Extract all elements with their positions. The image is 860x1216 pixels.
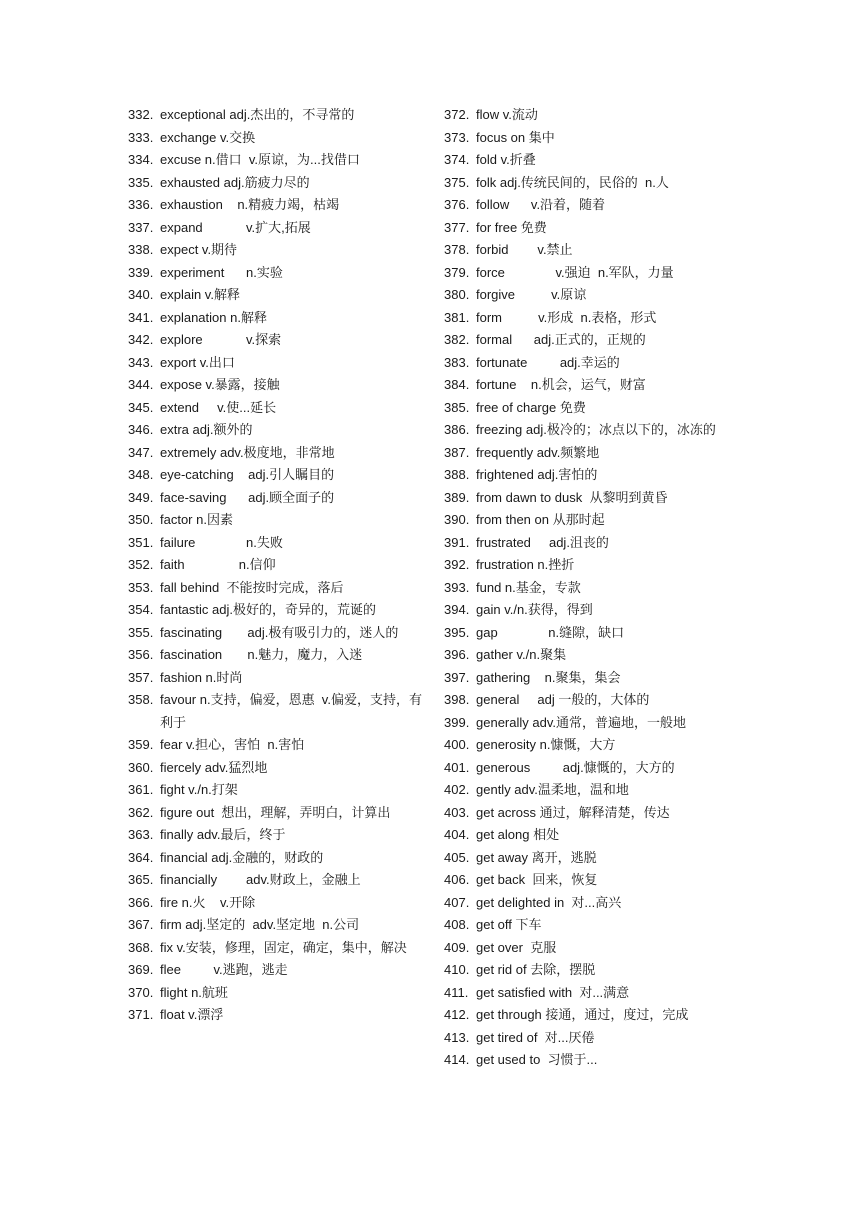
entry-number: 392. xyxy=(444,557,470,572)
vocab-entry xyxy=(444,194,740,217)
vocab-entry xyxy=(128,779,423,802)
entry-text: get satisfied with 对...满意 xyxy=(476,984,630,1000)
entry-number: 339. xyxy=(128,264,154,280)
vocab-entry xyxy=(444,284,740,307)
entry-number: 364. xyxy=(128,849,154,865)
entry-number: 361. xyxy=(128,782,154,797)
vocab-entry xyxy=(128,262,423,285)
entry-number: 385. xyxy=(444,399,470,415)
vocab-entry xyxy=(128,599,423,622)
vocab-entry xyxy=(128,172,423,195)
entry-text: generosity n.慷慨，大方 xyxy=(476,737,616,752)
entry-number: 397. xyxy=(444,669,470,685)
entry-number: 398. xyxy=(444,692,470,707)
entry-text: expose v.暴露，接触 xyxy=(160,377,280,392)
entry-text: get rid of 去除，摆脱 xyxy=(476,962,596,977)
entry-number: 355. xyxy=(128,624,154,640)
entry-text: eye-catching adj.引人瞩目的 xyxy=(160,467,335,482)
entry-number: 403. xyxy=(444,804,470,820)
entry-text: export v.出口 xyxy=(160,354,235,370)
entry-text: frightened adj.害怕的 xyxy=(476,467,598,482)
vocab-entry xyxy=(128,847,423,870)
entry-number: 375. xyxy=(444,174,470,190)
vocab-entry xyxy=(444,1027,740,1050)
entry-text: fascinating adj.极有吸引力的，迷人的 xyxy=(160,624,399,640)
entry-text: favour n.支持，偏爱，恩惠 v.偏爱，支持，有利于 xyxy=(160,692,422,730)
vocab-entry xyxy=(128,397,423,420)
vocab-entry xyxy=(128,622,423,645)
entry-number: 354. xyxy=(128,602,154,617)
vocab-entry xyxy=(444,802,740,825)
entry-number: 404. xyxy=(444,827,470,842)
entry-number: 400. xyxy=(444,737,470,752)
vocab-entry xyxy=(444,689,740,712)
entry-text: face-saving adj.顾全面子的 xyxy=(160,489,335,505)
entry-text: extend v.使...延长 xyxy=(160,399,277,415)
entry-text: firm adj.坚定的 adv.坚定地 n.公司 xyxy=(160,917,360,932)
entry-text: explain v.解释 xyxy=(160,287,240,302)
entry-text: generally adv.通常，普遍地，一般地 xyxy=(476,714,686,730)
entry-number: 373. xyxy=(444,129,470,145)
entry-number: 368. xyxy=(128,939,154,955)
vocab-entry xyxy=(444,487,740,510)
vocab-entry xyxy=(444,712,740,735)
entry-number: 395. xyxy=(444,624,470,640)
vocab-entry xyxy=(128,892,423,915)
entry-text: financial adj.金融的，财政的 xyxy=(160,849,324,865)
entry-text: exceptional adj.杰出的，不寻常的 xyxy=(160,107,355,122)
vocab-entry xyxy=(128,127,423,150)
vocab-entry xyxy=(128,802,423,825)
entry-number: 414. xyxy=(444,1052,470,1067)
vocab-entry xyxy=(444,734,740,757)
entry-text: get off 下车 xyxy=(476,917,542,932)
vocab-entry xyxy=(444,127,740,150)
entry-number: 345. xyxy=(128,399,154,415)
entry-text: fascination n.魅力，魔力，入迷 xyxy=(160,647,363,662)
entry-text: flee v.逃跑，逃走 xyxy=(160,962,288,977)
entry-number: 359. xyxy=(128,737,154,752)
entry-number: 390. xyxy=(444,512,470,527)
entry-text: fear v.担心，害怕 n.害怕 xyxy=(160,737,305,752)
vocab-entry xyxy=(444,577,740,600)
entry-number: 399. xyxy=(444,714,470,730)
entry-text: freezing adj.极冷的；冰点以下的，冰冻的 xyxy=(476,422,716,437)
entry-number: 360. xyxy=(128,759,154,775)
entry-number: 387. xyxy=(444,444,470,460)
entry-text: factor n.因素 xyxy=(160,512,233,527)
vocab-entry xyxy=(128,239,423,262)
vocab-entry xyxy=(444,847,740,870)
entry-number: 388. xyxy=(444,467,470,482)
entry-text: generous adj.慷慨的，大方的 xyxy=(476,759,675,775)
vocab-entry xyxy=(444,352,740,375)
entry-text: expand v.扩大,拓展 xyxy=(160,219,311,235)
entry-text: experiment n.实验 xyxy=(160,264,283,280)
vocab-entry xyxy=(128,532,423,555)
entry-number: 377. xyxy=(444,219,470,235)
vocab-entry xyxy=(444,554,740,577)
entry-number: 369. xyxy=(128,962,154,977)
entry-number: 332. xyxy=(128,107,154,122)
entry-number: 396. xyxy=(444,647,470,662)
vocab-entry xyxy=(444,307,740,330)
vocab-entry xyxy=(444,1004,740,1027)
vocab-entry xyxy=(444,374,740,397)
vocab-entry xyxy=(128,757,423,780)
entry-number: 381. xyxy=(444,309,470,325)
vocab-entry xyxy=(128,667,423,690)
entry-text: explanation n.解释 xyxy=(160,309,267,325)
vocab-entry xyxy=(444,509,740,532)
vocab-entry xyxy=(444,937,740,960)
vocab-entry xyxy=(128,352,423,375)
vocab-entry xyxy=(128,217,423,240)
entry-number: 367. xyxy=(128,917,154,932)
vocab-entry xyxy=(128,689,423,734)
entry-number: 391. xyxy=(444,534,470,550)
vocab-entry xyxy=(128,194,423,217)
entry-text: folk adj.传统民间的，民俗的 n.人 xyxy=(476,174,669,190)
entry-number: 379. xyxy=(444,264,470,280)
entry-text: explore v.探索 xyxy=(160,332,282,347)
entry-text: get over 克服 xyxy=(476,939,557,955)
entry-number: 336. xyxy=(128,197,154,212)
vocab-entry xyxy=(444,104,740,127)
entry-number: 371. xyxy=(128,1007,154,1022)
entry-number: 380. xyxy=(444,287,470,302)
entry-text: exchange v.交换 xyxy=(160,129,256,145)
entry-text: get delighted in 对...高兴 xyxy=(476,894,622,910)
entry-text: get along 相处 xyxy=(476,827,560,842)
entry-number: 413. xyxy=(444,1029,470,1045)
entry-number: 341. xyxy=(128,309,154,325)
entry-text: fantastic adj.极好的，奇异的，荒诞的 xyxy=(160,602,376,617)
entry-text: fashion n.时尚 xyxy=(160,669,243,685)
vocab-entry xyxy=(444,757,740,780)
entry-number: 389. xyxy=(444,489,470,505)
entry-text: fire n.火 v.开除 xyxy=(160,894,256,910)
entry-number: 365. xyxy=(128,872,154,887)
entry-text: fortunate adj.幸运的 xyxy=(476,354,620,370)
entry-number: 408. xyxy=(444,917,470,932)
entry-text: frustration n.挫折 xyxy=(476,557,575,572)
entry-number: 351. xyxy=(128,534,154,550)
entry-text: fix v.安装，修理，固定，确定，集中，解决 xyxy=(160,939,407,955)
entry-number: 383. xyxy=(444,354,470,370)
entry-number: 384. xyxy=(444,377,470,392)
vocab-entry xyxy=(128,824,423,847)
entry-number: 378. xyxy=(444,242,470,257)
vocab-entry xyxy=(444,1049,740,1072)
entry-text: fight v./n.打架 xyxy=(160,782,238,797)
vocab-entry xyxy=(128,442,423,465)
entry-number: 358. xyxy=(128,692,154,707)
entry-text: follow v.沿着，随着 xyxy=(476,197,606,212)
vocab-entry xyxy=(128,734,423,757)
vocab-entry xyxy=(444,329,740,352)
vocab-entry xyxy=(444,464,740,487)
entry-text: forgive v.原谅 xyxy=(476,287,587,302)
vocab-entry xyxy=(128,149,423,172)
vocab-entry xyxy=(444,982,740,1005)
vocab-entry xyxy=(128,104,423,127)
entry-text: fund n.基金，专款 xyxy=(476,579,581,595)
vocab-entry xyxy=(128,284,423,307)
vocab-entry xyxy=(444,644,740,667)
entry-number: 357. xyxy=(128,669,154,685)
vocab-entry xyxy=(444,419,740,442)
entry-text: frustrated adj.沮丧的 xyxy=(476,534,609,550)
entry-text: financially adv.财政上，金融上 xyxy=(160,872,361,887)
entry-text: exhaustion n.精疲力竭，枯竭 xyxy=(160,197,340,212)
entry-text: flight n.航班 xyxy=(160,984,228,1000)
entry-text: frequently adv.频繁地 xyxy=(476,444,600,460)
entry-number: 347. xyxy=(128,444,154,460)
vocab-entry xyxy=(444,622,740,645)
entry-text: get away 离开，逃脱 xyxy=(476,849,597,865)
entry-text: float v.漂浮 xyxy=(160,1007,224,1022)
vocab-entry xyxy=(444,667,740,690)
entry-number: 366. xyxy=(128,894,154,910)
entry-text: extra adj.额外的 xyxy=(160,422,253,437)
entry-text: free of charge 免费 xyxy=(476,399,586,415)
vocab-entry xyxy=(128,419,423,442)
entry-number: 344. xyxy=(128,377,154,392)
vocab-entry xyxy=(128,464,423,487)
entry-number: 401. xyxy=(444,759,470,775)
vocab-entry xyxy=(128,959,423,982)
entry-text: from dawn to dusk 从黎明到黄昏 xyxy=(476,489,668,505)
entry-text: get through 接通，通过，度过，完成 xyxy=(476,1007,689,1022)
entry-text: exhausted adj.筋疲力尽的 xyxy=(160,174,310,190)
entry-number: 362. xyxy=(128,804,154,820)
entry-text: form v.形成 n.表格，形式 xyxy=(476,309,657,325)
entry-number: 393. xyxy=(444,579,470,595)
entry-number: 335. xyxy=(128,174,154,190)
entry-number: 409. xyxy=(444,939,470,955)
entry-number: 348. xyxy=(128,467,154,482)
entry-number: 402. xyxy=(444,782,470,797)
entry-text: get used to 习惯于... xyxy=(476,1052,598,1067)
entry-number: 370. xyxy=(128,984,154,1000)
vocab-entry xyxy=(128,869,423,892)
entry-text: general adj 一般的，大体的 xyxy=(476,692,650,707)
entry-text: fall behind 不能按时完成，落后 xyxy=(160,579,344,595)
entry-number: 407. xyxy=(444,894,470,910)
entry-number: 337. xyxy=(128,219,154,235)
vocab-entry xyxy=(128,914,423,937)
vocab-entry xyxy=(444,824,740,847)
entry-number: 342. xyxy=(128,332,154,347)
entry-number: 356. xyxy=(128,647,154,662)
entry-text: get tired of 对...厌倦 xyxy=(476,1029,595,1045)
vocab-entry xyxy=(444,532,740,555)
vocab-entry xyxy=(128,937,423,960)
entry-text: failure n.失败 xyxy=(160,534,283,550)
entry-text: extremely adv.极度地，非常地 xyxy=(160,444,335,460)
entry-text: figure out 想出，理解，弄明白，计算出 xyxy=(160,804,391,820)
entry-number: 411. xyxy=(444,984,469,1000)
vocab-entry xyxy=(444,149,740,172)
vocab-entry xyxy=(128,577,423,600)
entry-number: 410. xyxy=(444,962,470,977)
right-column xyxy=(444,104,740,1072)
entry-number: 349. xyxy=(128,489,154,505)
entry-number: 333. xyxy=(128,129,154,145)
vocab-entry xyxy=(444,397,740,420)
entry-text: flow v.流动 xyxy=(476,107,538,122)
entry-number: 376. xyxy=(444,197,470,212)
entry-text: from then on 从那时起 xyxy=(476,512,605,527)
entry-text: excuse n.借口 v.原谅，为...找借口 xyxy=(160,152,360,167)
entry-text: get back 回来，恢复 xyxy=(476,872,598,887)
entry-number: 338. xyxy=(128,242,154,257)
entry-text: fold v.折叠 xyxy=(476,152,536,167)
vocab-entry xyxy=(444,914,740,937)
vocab-entry xyxy=(444,892,740,915)
entry-text: focus on 集中 xyxy=(476,129,555,145)
entry-text: finally adv.最后，终于 xyxy=(160,827,286,842)
entry-number: 340. xyxy=(128,287,154,302)
vocab-entry xyxy=(444,172,740,195)
vocab-entry xyxy=(128,374,423,397)
entry-number: 394. xyxy=(444,602,470,617)
entry-number: 353. xyxy=(128,579,154,595)
entry-text: for free 免费 xyxy=(476,219,547,235)
vocab-entry xyxy=(444,779,740,802)
entry-number: 382. xyxy=(444,332,470,347)
vocab-entry xyxy=(128,487,423,510)
entry-number: 405. xyxy=(444,849,470,865)
vocab-entry xyxy=(444,239,740,262)
entry-text: faith n.信仰 xyxy=(160,557,276,572)
vocab-entry xyxy=(128,554,423,577)
vocab-entry xyxy=(128,307,423,330)
entry-text: formal adj.正式的，正规的 xyxy=(476,332,646,347)
entry-number: 406. xyxy=(444,872,470,887)
entry-number: 386. xyxy=(444,422,470,437)
entry-text: fortune n.机会，运气，财富 xyxy=(476,377,646,392)
entry-number: 363. xyxy=(128,827,154,842)
vocab-entry xyxy=(128,982,423,1005)
entry-number: 374. xyxy=(444,152,470,167)
vocab-entry xyxy=(128,644,423,667)
entry-number: 352. xyxy=(128,557,154,572)
entry-number: 334. xyxy=(128,152,154,167)
vocab-entry xyxy=(444,442,740,465)
entry-text: get across 通过，解释清楚，传达 xyxy=(476,804,670,820)
entry-number: 412. xyxy=(444,1007,470,1022)
entry-text: gap n.缝隙，缺口 xyxy=(476,624,625,640)
entry-text: force v.强迫 n.军队，力量 xyxy=(476,264,674,280)
vocab-entry xyxy=(128,509,423,532)
vocab-entry xyxy=(128,1004,423,1027)
entry-text: gain v./n.获得，得到 xyxy=(476,602,593,617)
entry-text: forbid v.禁止 xyxy=(476,242,573,257)
entry-number: 350. xyxy=(128,512,154,527)
entry-text: expect v.期待 xyxy=(160,242,238,257)
entry-text: gathering n.聚集，集会 xyxy=(476,669,621,685)
entry-text: gather v./n.聚集 xyxy=(476,647,567,662)
entry-text: gently adv.温柔地，温和地 xyxy=(476,782,629,797)
left-column xyxy=(128,104,423,1027)
entry-number: 372. xyxy=(444,107,470,122)
vocab-entry xyxy=(444,262,740,285)
vocab-entry xyxy=(128,329,423,352)
entry-number: 346. xyxy=(128,422,154,437)
entry-number: 343. xyxy=(128,354,154,370)
entry-text: fiercely adv.猛烈地 xyxy=(160,759,268,775)
vocab-entry xyxy=(444,959,740,982)
vocab-entry xyxy=(444,217,740,240)
vocab-entry xyxy=(444,599,740,622)
vocab-entry xyxy=(444,869,740,892)
